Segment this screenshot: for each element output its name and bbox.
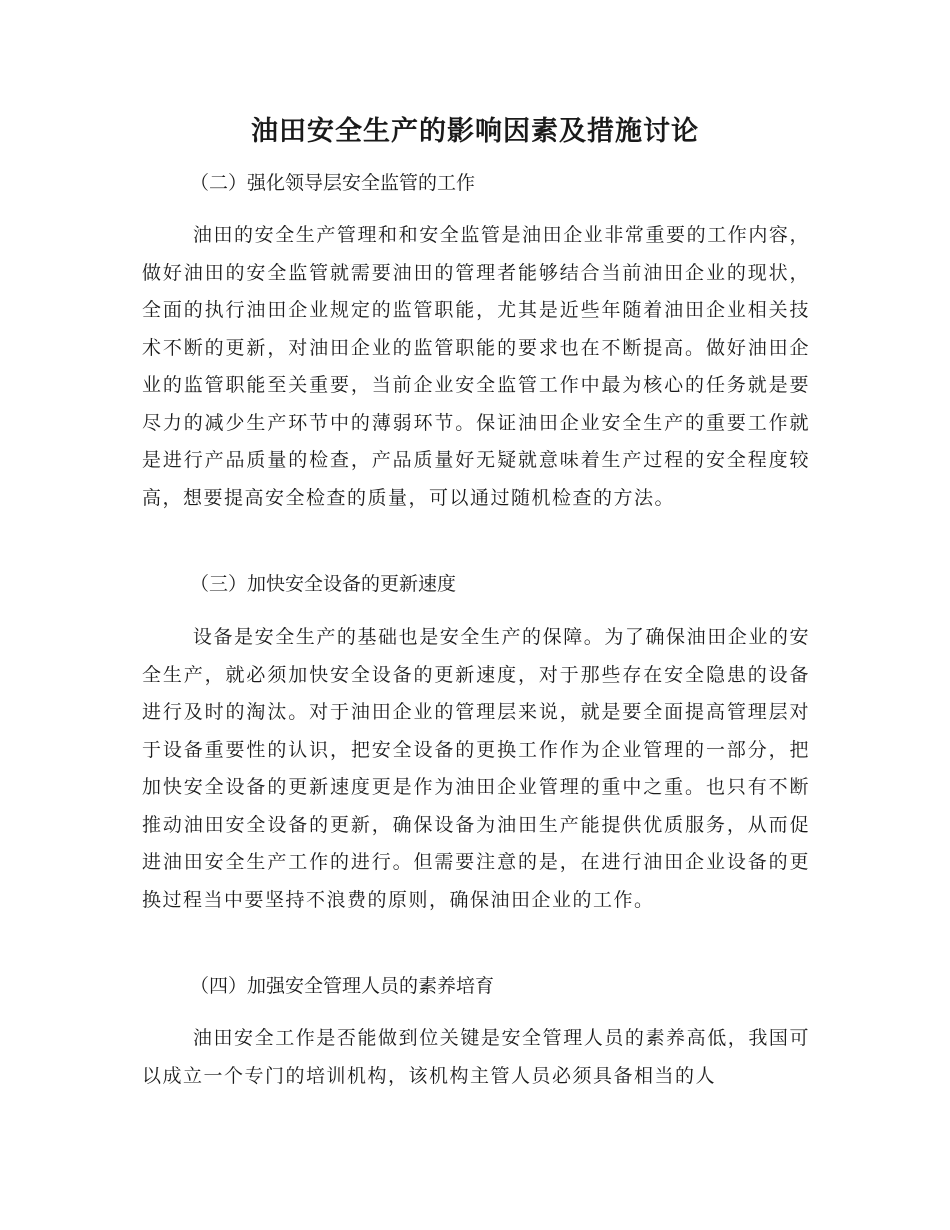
section-heading-4: （四）加强安全管理人员的素养培育 xyxy=(190,975,495,997)
document-title: 油田安全生产的影响因素及措施讨论 xyxy=(251,116,699,147)
section-paragraph-4: 油田安全工作是否能做到位关键是安全管理人员的素养高低，我国可以成立一个专门的培训机构，该机构主管人员必须具备相当的人 xyxy=(142,1027,810,1087)
section-heading-3: （三）加快安全设备的更新速度 xyxy=(190,573,457,595)
section-heading-2: （二）强化领导层安全监管的工作 xyxy=(190,172,476,194)
section-paragraph-3: 设备是安全生产的基础也是安全生产的保障。为了确保油田企业的安全生产，就必须加快安全设备的更新速度，对于那些存在安全隐患的设备进行及时的淘汰。对于油田企业的管理层来说，就是要全面提高管理层对于设备重要性的认识，把安全设备的更换工作作为企业管理的一部分，把加快安全设备的更新速度更是作为油田企业管理的重中之重。也只有不断推动油田安全设备的更新，确保设备为油田生产能提供优质服务，从而促进油田安全生产工作的进行。但需要注意的是，在进行油田企业设备的更换过程当中要坚持不浪费的原则，确保油田企业的工作。 xyxy=(142,626,810,911)
section-paragraph-2: 油田的安全生产管理和和安全监管是油田企业非常重要的工作内容，做好油田的安全监管就需要油田的管理者能够结合当前油田企业的现状，全面的执行油田企业规定的监管职能，尤其是近些年随着油田企业相关技术不断的更新，对油田企业的监管职能的要求也在不断提高。做好油田企业的监管职能至关重要，当前企业安全监管工作中最为核心的任务就是要尽力的减少生产环节中的薄弱环节。保证油田企业安全生产的重要工作就是进行产品质量的检查，产品质量好无疑就意味着生产过程的安全程度较高，想要提高安全检查的质量，可以通过随机检查的方法。 xyxy=(142,224,810,509)
